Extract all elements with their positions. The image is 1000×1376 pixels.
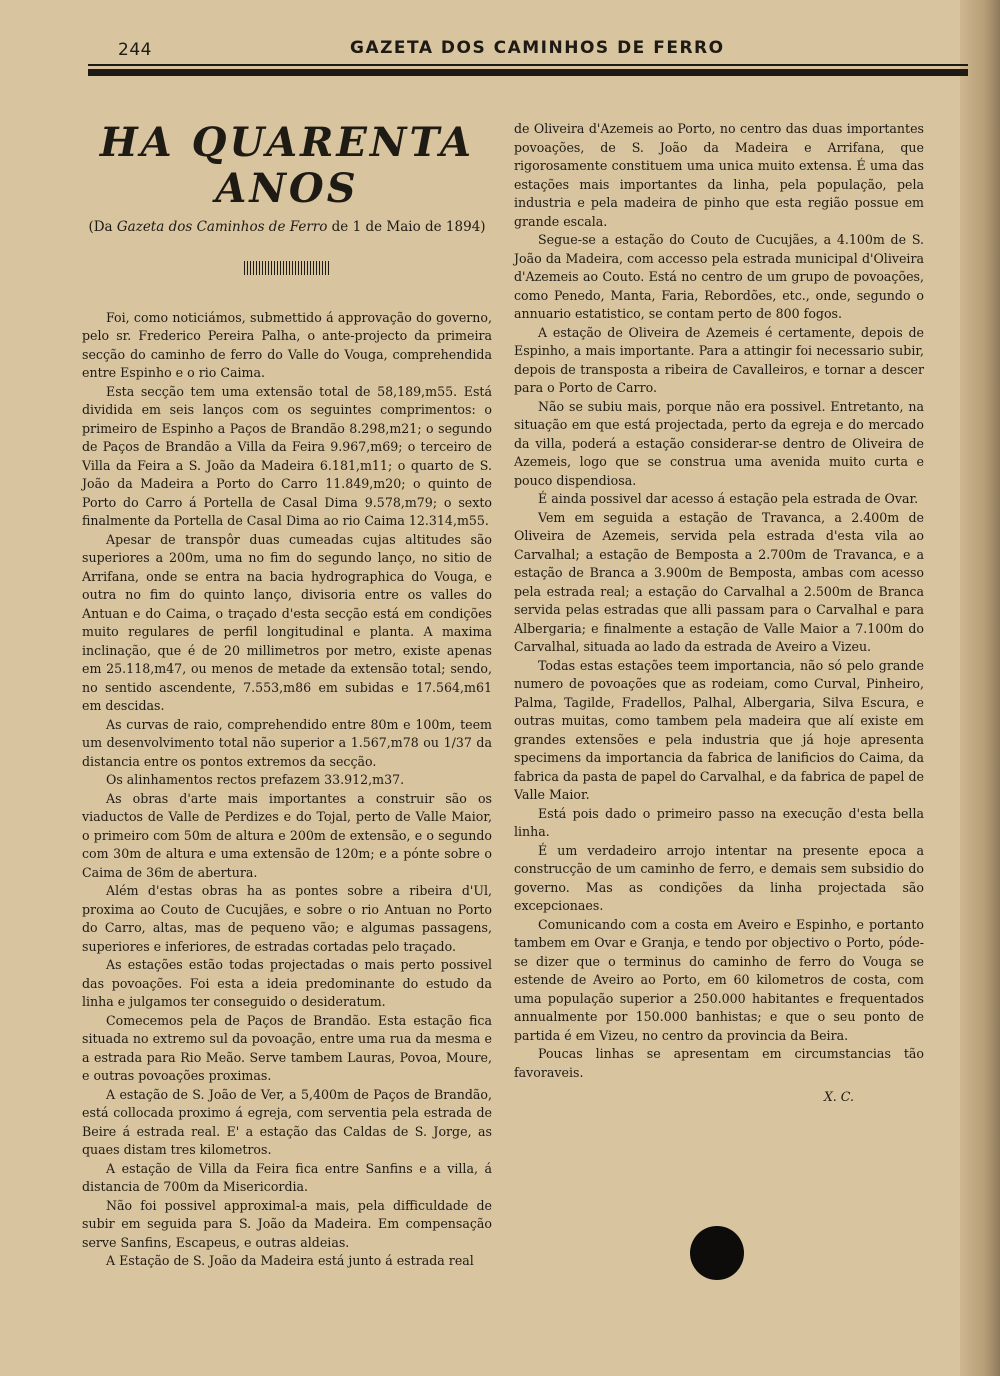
paragraph: Esta secção tem uma extensão total de 58,189,m55. Está dividida em seis lanços com os seguintes comprimentos: o primeiro de Espinho a Paços de Brandão 8.298,m21; o segundo de Paços de Brandão a Villa da Feira 9.967,m69; o terceiro de Villa da Feira a S. João da Madeira 6.181,m11; o quarto de S. João da Madeira a Porto do Carro 11.849,m20; o quinto de Porto do Carro á Portella de Casal Dima 9.578,m79; o sexto finalmente da Portella de Casal Dima ao rio Caima 12.314,m55. — [82, 383, 492, 528]
right-column — [514, 120, 924, 1107]
page-edge-shadow — [960, 0, 1000, 1376]
paragraph: Comunicando com a costa em Aveiro e Espinho, e portanto tambem em Ovar e Granja, e tendo por objectivo o Porto, póde-se dizer que o terminus do caminho de ferro do Vouga se estende de Aveiro ao Porto, em 60 kilometros de costa, com uma população superior a 250.000 habitantes e frequentados annualmente por 150.000 banhistas; e que o seu ponto de partida é em Vizeu, no centro da provincia da Beira. — [514, 916, 924, 1043]
paragraph: Poucas linhas se apresentam em circumstancias tão favoraveis. — [514, 1046, 924, 1080]
header-rule-thick — [88, 69, 968, 76]
author-signature: X. C. — [823, 1089, 854, 1104]
paragraph: Foi, como noticiámos, submettido á approvação do governo, pelo sr. Frederico Pereira Palha, o ante-projecto da primeira secção do caminho de ferro do Valle do Vouga, comprehendida entre Espinho e o rio Caima. — [82, 309, 492, 380]
header-rule-thin — [88, 64, 968, 66]
article-subtitle — [82, 218, 492, 237]
paragraph: É um verdadeiro arrojo intentar na presente epoca a construcção de um caminho de ferro, e demais sem subsidio do governo. Mas as condições da linha projectada são excepcionaes. — [514, 842, 924, 913]
paragraph: Comecemos pela de Paços de Brandão. Esta estação fica situada no extremo sul da povoação, entre uma rua da mesma e a estrada para Rio Meão. Serve tambem Lauras, Povoa, Moure, e outras povoações proximas. — [82, 1012, 492, 1083]
subtitle-after: de 1 de Maio de 1894) — [327, 219, 486, 235]
paragraph: Apesar de transpôr duas cumeadas cujas altitudes são superiores a 200m, uma no fim do segundo lanço, no sitio de Arrifana, onde se entra na bacia hydrographica do Vouga, e outra no fim do quinto lanço, divisoria entre os valles do Antuan e do Caima, o traçado d'esta secção está em condições muito regulares de perfil longitudinal e planta. A maxima inclinação, que é de 20 millimetros por metro, existe apenas em 25.118,m47, ou menos de metade da extensão total; sendo, no sentido ascendente, 7.553,m86 em subidas e 17.564,m61 em descidas. — [82, 531, 492, 713]
journal-title: GAZETA DOS CAMINHOS DE FERRO — [350, 38, 725, 58]
page-number: 244 — [118, 40, 152, 60]
paragraph: A Estação de S. João da Madeira está junto á estrada real — [106, 1253, 474, 1268]
paragraph: Além d'estas obras ha as pontes sobre a ribeira d'Ul, proxima ao Couto de Cucujães, e sobre o rio Antuan no Porto do Carro, altas, mas de pequeno vão; e algumas passagens, superiores e inferiores, de estradas cortadas pelo traçado. — [82, 883, 492, 954]
paragraph: Os alinhamentos rectos prefazem 33.912,m37. — [106, 772, 405, 787]
paragraph: Está pois dado o primeiro passo na execução d'esta bella linha. — [514, 805, 924, 839]
subtitle-before: (Da — [88, 219, 117, 235]
subtitle-italic: Gazeta dos Caminhos de Ferro — [116, 219, 328, 235]
paragraph: As obras d'arte mais importantes a construir são os viaductos de Valle de Perdizes e do Tojal, perto de Valle Maior, o primeiro com 50m de altura e 200m de extensão, e o segundo com 30m de altura e uma extensão de 120m; e a pónte sobre o Caima de 36m de abertura. — [82, 790, 492, 880]
paragraph: Não foi possivel approximal-a mais, pela difficuldade de subir em seguida para S. João da Madeira. Em compensação serve Sanfins, Escapeus, e outras aldeias. — [82, 1197, 492, 1250]
paragraph: A estação de Oliveira de Azemeis é certamente, depois de Espinho, a mais importante. Para a attingir foi necessario subir, depois de transposta a ribeira de Cavalleiros, e tornar a descer para o Porto de Carro. — [514, 324, 924, 395]
paragraph: Vem em seguida a estação de Travanca, a 2.400m de Oliveira de Azemeis, servida pela estrada d'esta vila ao Carvalhal; a estação de Bemposta a 2.700m de Travanca, e a estação de Branca a 3.900m de Bemposta, ambas com acesso pela estrada real; a estação do Carvalhal a 2.500m de Branca servida pelas estradas que alli passam para o Carvalhal e para Albergaria; e finalmente a estação de Valle Maior a 7.100m do Carvalhal, situada ao lado da estrada de Aveiro a Vizeu. — [514, 509, 924, 654]
paragraph-continuation: de Oliveira d'Azemeis ao Porto, no centro das duas importantes povoações, de S. João da Madeira e Arrifana, que rigorosamente constituem uma unica muito extensa. É uma das estações mais importantes da linha, pela população, pela industria e pela madeira de pinho que esta região possue em grande escala. — [514, 121, 924, 229]
punch-hole — [690, 1226, 744, 1280]
paragraph: As estações estão todas projectadas o mais perto possivel das povoações. Foi esta a ideia predominante do estudo da linha e julgamos ter conseguido o desideratum. — [82, 957, 492, 1009]
paragraph: A estação de S. João de Ver, a 5,400m de Paços de Brandão, está collocada proximo á egreja, com serventia pela estrada de Beire á estrada real. E' a estação das Caldas de S. Jorge, as quaes distam tres kilometros. — [82, 1086, 492, 1157]
paragraph: A estação de Villa da Feira fica entre Sanfins e a villa, á distancia de 700m da Misericordia. — [82, 1160, 492, 1194]
paragraph: Não se subiu mais, porque não era possivel. Entretanto, na situação em que está projectada, perto da egreja e do mercado da villa, poderá a estação considerar-se dentro de Oliveira de Azemeis, logo que se construa uma avenida muito curta e pouco dispendiosa. — [514, 398, 924, 488]
ornament-divider — [244, 261, 330, 275]
paragraph: É ainda possivel dar acesso á estação pela estrada de Ovar. — [538, 491, 919, 506]
article-title: HA QUARENTA ANOS — [99, 119, 475, 212]
left-column — [82, 120, 492, 1271]
paragraph: Segue-se a estação do Couto de Cucujães, a 4.100m de S. João da Madeira, com accesso pela estrada municipal d'Oliveira d'Azemeis ao Couto. Está no centro de um grupo de povoações, como Penedo, Manta, Faria, Rebordões, etc., onde, segundo o annuario estatistico, se contam perto de 800 fogos. — [514, 232, 924, 321]
paragraph: Todas estas estações teem importancia, não só pelo grande numero de povoações que as rodeiam, como Curval, Pinheiro, Palma, Tagilde, Fradellos, Palhal, Albergaria, Silva Escura, e outras muitas, como tambem pela madeira que alí existe em grandes extensões e pela industria que já hoje apresenta specimens da importancia da fabrica de lanificios do Caima, da fabrica da pasta de papel do Carvalhal, e da fabrica de papel de Valle Maior. — [514, 657, 924, 802]
paragraph: As curvas de raio, comprehendido entre 80m e 100m, teem um desenvolvimento total não superior a 1.567,m78 ou 1/37 da distancia entre os pontos extremos da secção. — [82, 716, 492, 769]
